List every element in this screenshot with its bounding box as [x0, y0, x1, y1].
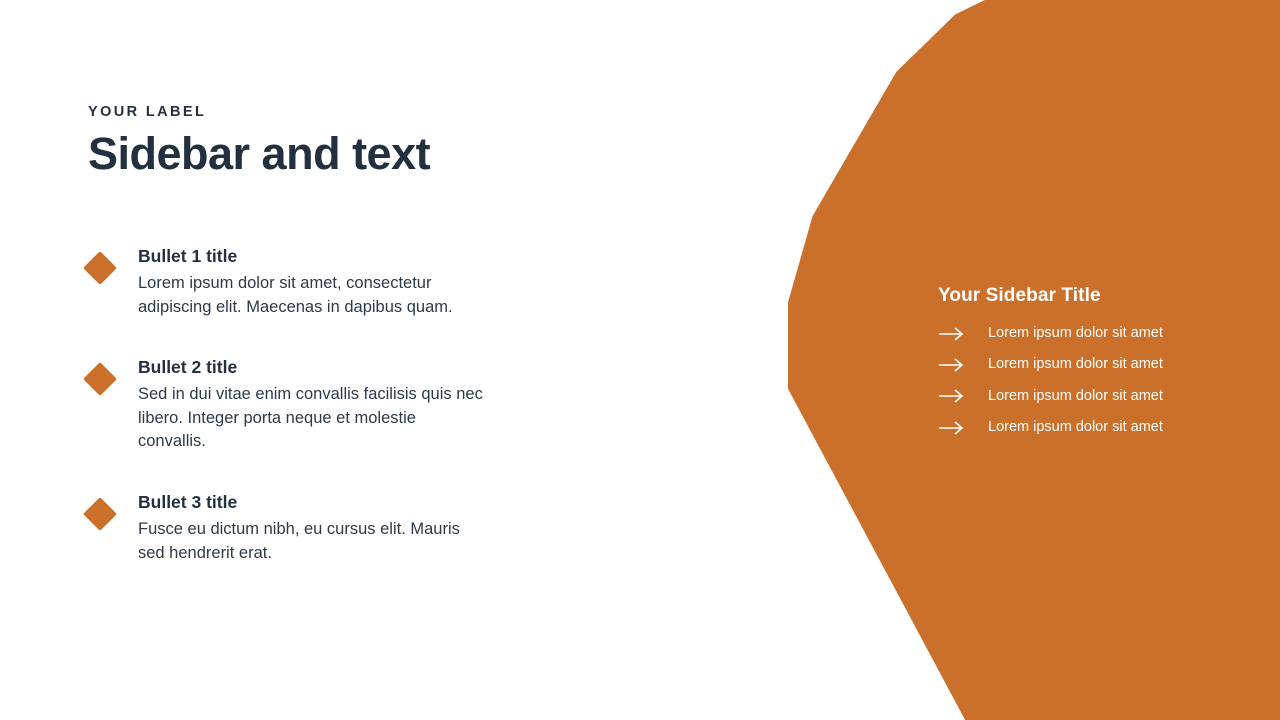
arrow-right-icon [938, 388, 972, 404]
page-title: Sidebar and text [88, 128, 431, 179]
arrow-right-icon [938, 326, 972, 342]
sidebar-list-item [938, 356, 1238, 373]
diamond-bullet-icon [83, 497, 117, 531]
sidebar-list-item [938, 419, 1238, 436]
sidebar-list-item [938, 388, 1238, 405]
sidebar-item-label: Lorem ipsum dolor sit amet [988, 325, 1163, 341]
bullet-title: Bullet 2 title [138, 357, 238, 378]
bullet-body: Sed in dui vitae enim convallis facilisis quis nec libero. Integer porta neque et molestie convallis. [138, 385, 483, 451]
diamond-bullet-icon [83, 362, 117, 396]
sidebar-item-label: Lorem ipsum dolor sit amet [988, 387, 1163, 404]
bullet-list [82, 246, 722, 565]
bullet-title: Bullet 1 title [138, 246, 238, 266]
list-item [82, 246, 722, 319]
sidebar-panel [938, 285, 1238, 437]
diamond-bullet-icon [83, 251, 117, 285]
arrow-right-icon [938, 420, 972, 436]
bullet-title: Bullet 3 title [138, 491, 238, 512]
eyebrow-label: YOUR LABEL [88, 104, 207, 120]
list-item [82, 492, 722, 565]
sidebar-list-item [938, 325, 1238, 342]
list-item [82, 357, 722, 454]
sidebar-title: Your Sidebar Title [938, 285, 1101, 306]
sidebar-item-label: Lorem ipsum dolor sit amet [988, 356, 1163, 373]
arrow-right-icon [938, 357, 972, 373]
bullet-body: Lorem ipsum dolor sit amet, consectetur adipiscing elit. Maecenas in dapibus quam. [138, 274, 453, 316]
bullet-body: Fusce eu dictum nibh, eu cursus elit. Mauris sed hendrerit erat. [138, 519, 460, 562]
slide-heading-block [88, 104, 708, 177]
sidebar-item-label: Lorem ipsum dolor sit amet [988, 419, 1163, 436]
